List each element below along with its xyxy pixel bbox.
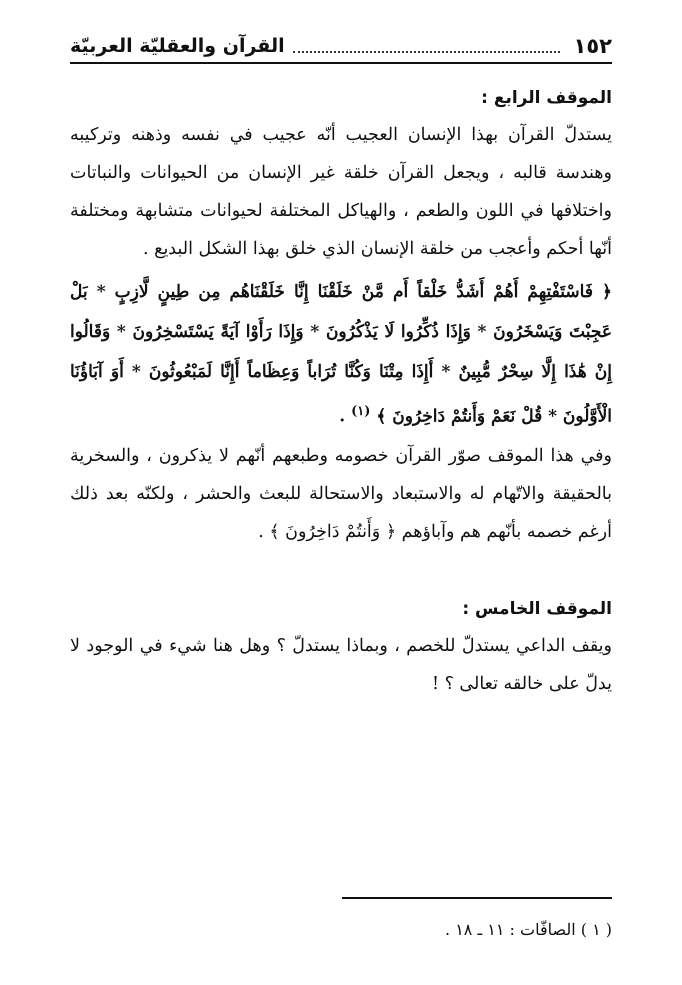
footnote-ref: (١) (351, 404, 371, 419)
book-title: القرآن والعقليّة العربيّة (70, 35, 285, 57)
paragraph-fourth: يستدلّ القرآن بهذا الإنسان العجيب أنّه عجيب في نفسه وذهنه وتركيبه وهندسة قالبه ، ويجعل القرآن خلقة غير الإنسان من الحيوانات والنباتات واختلافها في اللون والطعم ، والهياكل المختلفة لحيوانات متشابهة ومختلفة أنّها أحكم وأعجب من خلقة الإنسان الذي خلق بهذا الشكل البديع . (70, 125, 612, 259)
section-title-fifth: الموقف الخامس : (462, 598, 612, 619)
page-header (70, 30, 612, 64)
paragraph-after-verse: وفي هذا الموقف صوّر القرآن خصومه وطبعهم أنّهم لا يذكرون ، والسخرية بالحقيقة والاتّهام له والاستبعاد والاستحالة للبعث والحشر ، ولكنّه بعد ذلك أرغم خصمه بأنّهم هم وآباؤهم ﴿ وَأَنتُمْ دَاخِرُونَ ﴾ . (70, 445, 612, 542)
header-leader-dots (293, 39, 560, 53)
page-number: ١٥٢ (573, 34, 612, 58)
footnote: ( ١ ) الصافّات : ١١ ـ ١٨ . (445, 920, 612, 939)
paragraph-fifth: ويقف الداعي يستدلّ للخصم ، وبماذا يستدلّ ؟ وهل هنا شيء في الوجود لا يدلّ على خالقه تعالى ؟ ! (70, 635, 612, 694)
quran-verse: ﴿ فَاسْتَفْتِهِمْ أَهُمْ أَشَدُّ خَلْقاً أَم مَّنْ خَلَقْنَا إِنَّا خَلَقْنَاهُم مِن طِينٍ لَّازِبٍ * بَلْ عَجِبْتَ وَيَسْخَرُونَ * وَإِذَا ذُكِّرُوا لَا يَذْكُرُونَ * وَإِذَا رَأَوْا آيَةً يَسْتَسْخِرُونَ * وَقَالُوا إِنْ هَٰذَا إِلَّا سِحْرٌ مُّبِينٌ * أَإِذَا مِتْنَا وَكُنَّا تُرَاباً وَعِظَاماً أَإِنَّا لَمَبْعُوثُونَ * أَوَ آبَاؤُنَا الْأَوَّلُونَ * قُلْ نَعَمْ وَأَنتُمْ دَاخِرُونَ ﴾ (70, 282, 612, 427)
page-body (70, 88, 612, 703)
quran-verse-block: ﴿ فَاسْتَفْتِهِمْ أَهُمْ أَشَدُّ خَلْقاً أَم مَّنْ خَلَقْنَا إِنَّا خَلَقْنَاهُم مِن طِينٍ لَّازِبٍ * بَلْ عَجِبْتَ وَيَسْخَرُونَ * وَإِذَا ذُكِّرُوا لَا يَذْكُرُونَ * وَإِذَا رَأَوْا آيَةً يَسْتَسْخِرُونَ * وَقَالُوا إِنْ هَٰذَا إِلَّا سِحْرٌ مُّبِينٌ * أَإِذَا مِتْنَا وَكُنَّا تُرَاباً وَعِظَاماً أَإِنَّا لَمَبْعُوثُونَ * أَوَ آبَاؤُنَا الْأَوَّلُونَ * قُلْ نَعَمْ وَأَنتُمْ دَاخِرُونَ ﴾ $^{(١)}$ . (70, 282, 612, 427)
footnote-separator (342, 897, 612, 899)
section-title-fourth: الموقف الرابع : (481, 88, 612, 108)
section-gap (70, 551, 612, 599)
